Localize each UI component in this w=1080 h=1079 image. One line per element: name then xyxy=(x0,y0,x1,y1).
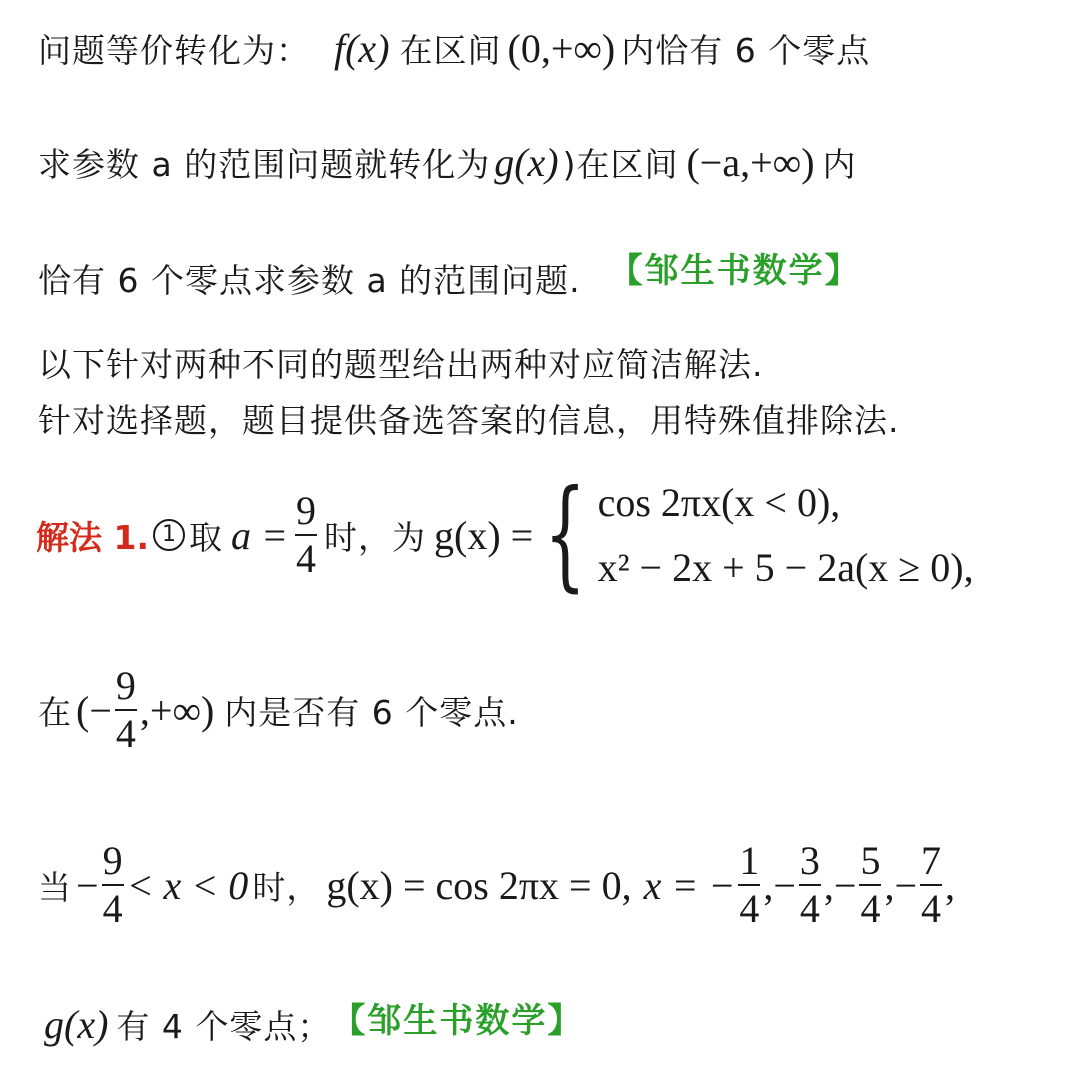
line1-text1: 问题等价转化为： xyxy=(38,30,310,70)
line9-gx: g(x) xyxy=(44,1001,109,1047)
circled-number: 1 xyxy=(153,519,185,551)
line2-text2: )在区间 xyxy=(562,144,679,184)
root-fraction xyxy=(920,838,942,931)
root-separator: ,− xyxy=(823,862,857,908)
line7-text: 内是否有 6 个零点. xyxy=(224,692,519,732)
root-fraction xyxy=(859,838,881,931)
root-denominator: 4 xyxy=(739,886,760,931)
fraction-denominator: 4 xyxy=(296,536,316,581)
line1-fx: f(x) xyxy=(334,25,390,71)
fraction-9-4-b xyxy=(115,663,137,756)
root-numerator: 1 xyxy=(739,838,760,883)
line2-text3: 内 xyxy=(822,144,857,184)
line7-open: (− xyxy=(76,687,112,733)
root-denominator: 4 xyxy=(860,886,881,931)
root-numerator: 3 xyxy=(799,838,820,883)
line-8 xyxy=(38,830,955,940)
line2-interval: (−a,+∞) xyxy=(686,139,815,185)
root-numerator: 5 xyxy=(860,838,881,883)
a-equals: a = xyxy=(231,512,288,558)
solution-label: 解法 1. xyxy=(36,517,149,557)
root-fraction xyxy=(799,838,821,931)
brand-label-2: 【邹生书数学】 xyxy=(331,1000,584,1041)
g-equals: g(x) = xyxy=(434,512,534,558)
line5-text: 针对选择题，题目提供备选答案的信息，用特殊值排除法. xyxy=(38,400,900,440)
line-7 xyxy=(38,660,519,760)
fraction-numerator: 9 xyxy=(296,488,316,533)
line1-text3: 内恰有 6 个零点 xyxy=(621,30,871,70)
root-separator: ,− xyxy=(763,862,796,908)
line9-text: 有 4 个零点； xyxy=(116,1006,332,1046)
root-denominator: 4 xyxy=(921,886,942,931)
line8-equation: g(x) = cos 2πx = 0, xyxy=(326,862,632,908)
root-denominator: 4 xyxy=(799,886,820,931)
fraction-9-4-c xyxy=(102,838,124,931)
line7-close: ,+∞) xyxy=(139,687,215,733)
root-separator: , xyxy=(945,862,956,908)
line2-text1: 求参数 a 的范围问题就转化为 xyxy=(38,144,491,184)
solution-1 xyxy=(36,465,974,604)
line-9 xyxy=(44,994,583,1054)
line-4 xyxy=(38,336,764,388)
line2-gx: g(x) xyxy=(494,139,559,185)
line8-x-equals: x = − xyxy=(643,862,736,908)
left-brace: { xyxy=(544,465,587,604)
root-fraction xyxy=(738,838,760,931)
line8-minus: − xyxy=(76,862,99,908)
fraction-numerator: 9 xyxy=(115,663,136,708)
line1-interval: (0,+∞) xyxy=(507,25,616,71)
case-2: x² − 2x + 5 − 2a(x ≥ 0), xyxy=(597,545,974,590)
line1-text2: 在区间 xyxy=(399,30,502,70)
line7-zai: 在 xyxy=(38,692,72,732)
line4-text: 以下针对两种不同的题型给出两种对应简洁解法. xyxy=(38,344,764,384)
piecewise-cases xyxy=(598,479,974,591)
line3-text1: 恰有 6 个零点求参数 a 的范围问题. xyxy=(38,260,581,300)
root-separator: ,− xyxy=(884,862,918,908)
fraction-numerator: 9 xyxy=(102,838,123,883)
fraction-denominator: 4 xyxy=(115,711,136,756)
fraction-denominator: 4 xyxy=(102,886,123,931)
line-3 xyxy=(38,248,861,308)
take-text: 取 xyxy=(189,517,223,557)
line-2 xyxy=(38,132,857,192)
brand-label: 【邹生书数学】 xyxy=(608,250,861,291)
line-1 xyxy=(38,18,870,78)
line8-shi: 时， xyxy=(252,867,321,907)
line8-dang: 当 xyxy=(38,867,72,907)
line8-inequality: < x < 0 xyxy=(126,862,249,908)
fraction-9-4 xyxy=(295,488,317,581)
root-numerator: 7 xyxy=(921,838,942,883)
line-5 xyxy=(38,392,900,444)
when-text: 时，为 xyxy=(324,517,426,557)
case-1: cos 2πx(x < 0), xyxy=(597,480,841,525)
